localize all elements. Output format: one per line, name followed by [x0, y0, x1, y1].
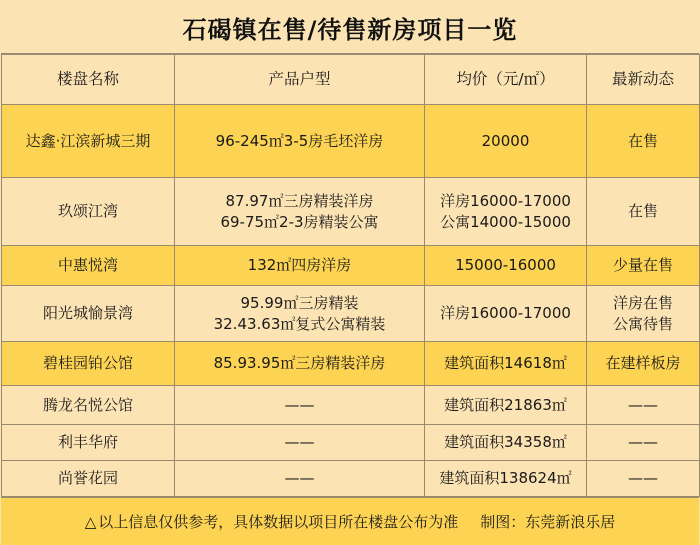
cell-product-type [175, 425, 425, 461]
table-row [2, 461, 700, 497]
cell-project-name: 碧桂园铂公馆 [2, 342, 175, 386]
cell-latest-status [587, 461, 700, 497]
cell-line: 公寓待售 [612, 314, 673, 333]
cell-line: —— [284, 433, 315, 451]
chart-credit: 制图：东莞新浪乐居 [480, 513, 616, 531]
cell-line: —— [628, 433, 658, 451]
cell-line: 87.97㎡三房精装洋房 [225, 191, 374, 210]
triangle-icon: △ [84, 512, 97, 531]
cell-latest-status [587, 105, 700, 178]
cell-line: 洋房16000-17000 [440, 191, 571, 210]
cell-average-price [425, 246, 587, 286]
cell-line: 69-75㎡2-3房精装公寓 [220, 212, 379, 231]
cell-average-price [425, 286, 587, 342]
table-row [2, 246, 700, 286]
cell-average-price [425, 178, 587, 246]
cell-line: 96-245㎡3-5房毛坯洋房 [215, 131, 384, 150]
cell-latest-status [587, 246, 700, 286]
table-row [2, 178, 700, 246]
table-footer [1, 497, 699, 545]
header-average-price: 均价（元/㎡） [425, 55, 587, 105]
cell-project-name: 腾龙名悦公馆 [2, 386, 175, 425]
cell-line: 建筑面积21863㎡ [444, 395, 567, 414]
cell-line: 建筑面积34358㎡ [444, 433, 567, 451]
cell-line: 在建样板房 [605, 354, 681, 372]
disclaimer-note: 以上信息仅供参考，具体数据以项目所在楼盘公布为准 [98, 513, 459, 531]
cell-latest-status [587, 286, 700, 342]
cell-average-price [425, 386, 587, 425]
cell-line: 洋房在售 [612, 293, 673, 312]
cell-latest-status [587, 386, 700, 425]
table-header-row [2, 55, 700, 105]
cell-line: —— [284, 395, 315, 414]
header-product-type: 产品户型 [175, 55, 425, 105]
cell-latest-status [587, 178, 700, 246]
cell-project-name: 利丰华府 [2, 425, 175, 461]
cell-line: 少量在售 [612, 256, 673, 274]
cell-project-name: 达鑫·江滨新城三期 [2, 105, 175, 178]
cell-line: 32.43.63㎡复式公寓精装 [213, 314, 386, 333]
table-row [2, 286, 700, 342]
cell-line: 95.99㎡三房精装 [240, 293, 359, 312]
table-row [2, 425, 700, 461]
cell-project-name: 尚誉花园 [2, 461, 175, 497]
cell-project-name: 中惠悦湾 [2, 246, 175, 286]
table-row [2, 342, 700, 386]
cell-line: 建筑面积14618㎡ [444, 354, 567, 372]
cell-line: —— [628, 469, 658, 487]
cell-average-price [425, 105, 587, 178]
header-project-name: 楼盘名称 [2, 55, 175, 105]
cell-line: 建筑面积138624㎡ [439, 469, 572, 487]
cell-average-price [425, 425, 587, 461]
cell-project-name: 玖颂江湾 [2, 178, 175, 246]
cell-product-type [175, 342, 425, 386]
cell-line: 公寓14000-15000 [440, 212, 571, 231]
cell-product-type [175, 286, 425, 342]
cell-project-name: 阳光城愉景湾 [2, 286, 175, 342]
project-table [1, 54, 700, 497]
cell-line: 20000 [481, 131, 530, 150]
table-row [2, 105, 700, 178]
cell-product-type [175, 105, 425, 178]
table-title: 石碣镇在售/待售新房项目一览 [1, 1, 699, 54]
table-row [2, 386, 700, 425]
cell-product-type [175, 386, 425, 425]
cell-line: 15000-16000 [455, 256, 556, 274]
cell-product-type [175, 461, 425, 497]
cell-product-type [175, 178, 425, 246]
header-latest-status: 最新动态 [587, 55, 700, 105]
cell-line: —— [628, 395, 658, 414]
cell-latest-status [587, 342, 700, 386]
cell-line: 在售 [627, 131, 658, 150]
cell-line: 85.93.95㎡三房精装洋房 [213, 354, 386, 372]
cell-line: 洋房16000-17000 [440, 304, 571, 322]
cell-latest-status [587, 425, 700, 461]
cell-product-type [175, 246, 425, 286]
cell-average-price [425, 342, 587, 386]
cell-line: —— [284, 469, 315, 487]
cell-average-price [425, 461, 587, 497]
cell-line: 132㎡四房洋房 [247, 256, 352, 274]
cell-line: 在售 [627, 202, 658, 220]
